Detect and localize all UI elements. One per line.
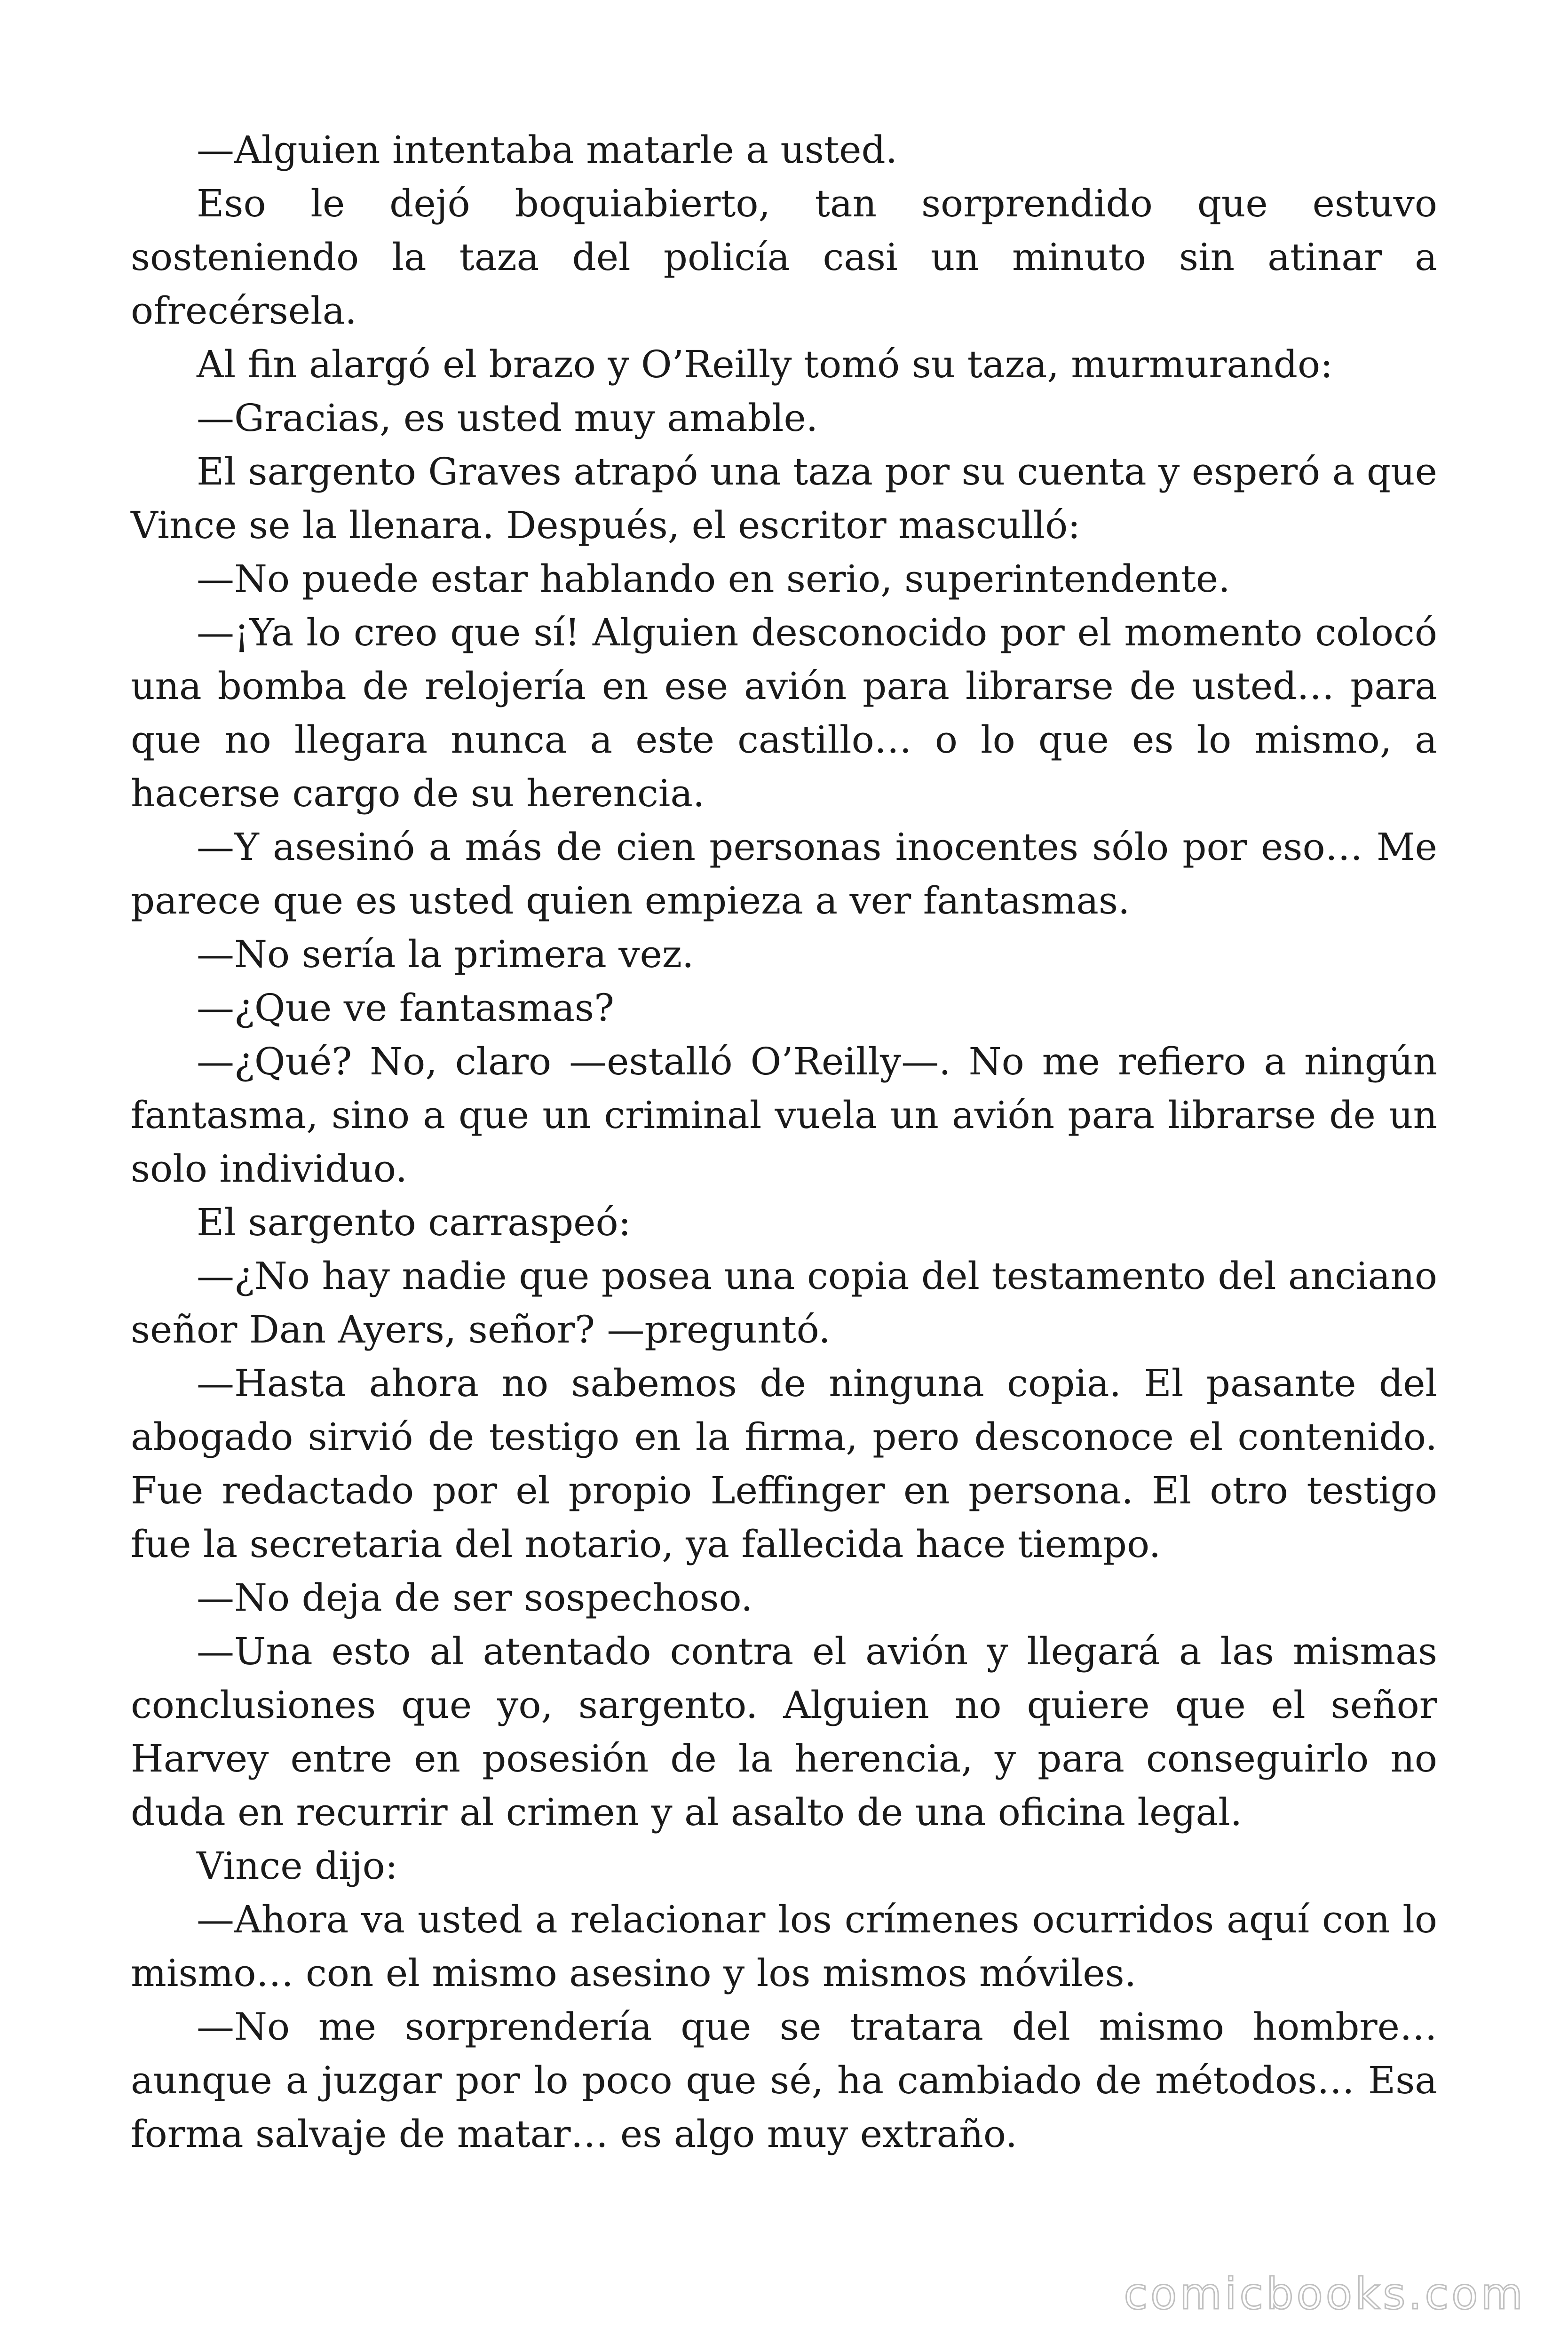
paragraph: —¿Qué? No, claro —estalló O’Reilly—. No me refiero a ningún fantasma, sino a que un criminal vuela un avión para librarse de un solo individuo. — [131, 1040, 1437, 1191]
paragraph: Vince dijo: — [197, 1844, 398, 1888]
paragraph: —Ahora va usted a relacionar los crímenes ocurridos aquí con lo mismo… con el mismo asesino y los mismos móviles. — [131, 1898, 1437, 1995]
paragraph: —No me sorprendería que se tratara del mismo hombre… aunque a juzgar por lo poco que sé, ha cambiado de métodos… Esa forma salvaje de matar… es algo muy extraño. — [131, 2005, 1437, 2156]
paragraph: —No deja de ser sospechoso. — [197, 1576, 753, 1620]
paragraph: —Y asesinó a más de cien personas inocentes sólo por eso… Me parece que es usted quien empieza a ver fantasmas. — [131, 825, 1437, 922]
paragraph: —Hasta ahora no sabemos de ninguna copia. El pasante del abogado sirvió de testigo en la firma, pero desconoce el contenido. Fue redactado por el propio Leffinger en persona. El otro testigo fue la secretaria del notario, ya fallecida hace tiempo. — [131, 1361, 1437, 1566]
paragraph: —Alguien intentaba matarle a usted. — [197, 128, 898, 172]
paragraph: Al fin alargó el brazo y O’Reilly tomó su taza, murmurando: — [197, 342, 1333, 386]
paragraph: —¡Ya lo creo que sí! Alguien desconocido por el momento colocó una bomba de relojería en ese avión para librarse de usted… para que no llegara nunca a este castillo… o lo que es lo mismo, a hacerse cargo de su herencia. — [131, 611, 1437, 815]
paragraph: Eso le dejó boquiabierto, tan sorprendido que estuvo sosteniendo la taza del policía casi un minuto sin atinar a ofrecérsela. — [131, 182, 1437, 333]
paragraph: El sargento carraspeó: — [197, 1200, 631, 1244]
paragraph: El sargento Graves atrapó una taza por su cuenta y esperó a que Vince se la llenara. Después, el escritor masculló: — [131, 450, 1437, 547]
watermark: comicbooks.com — [1124, 2269, 1526, 2319]
paragraph: —No sería la primera vez. — [197, 932, 694, 976]
paragraph: —Gracias, es usted muy amable. — [197, 396, 818, 440]
paragraph: —¿Que ve fantasmas? — [197, 986, 614, 1030]
paragraph: —Una esto al atentado contra el avión y llegará a las mismas conclusiones que yo, sargento. Alguien no quiere que el señor Harvey entre en posesión de la herencia, y para conseguirlo no duda en recurrir al crimen y al asalto de una oficina legal. — [131, 1629, 1437, 1834]
paragraph: —¿No hay nadie que posea una copia del testamento del anciano señor Dan Ayers, señor? —preguntó. — [131, 1254, 1437, 1351]
paragraph: —No puede estar hablando en serio, superintendente. — [197, 557, 1230, 601]
body-text — [131, 123, 1437, 2161]
